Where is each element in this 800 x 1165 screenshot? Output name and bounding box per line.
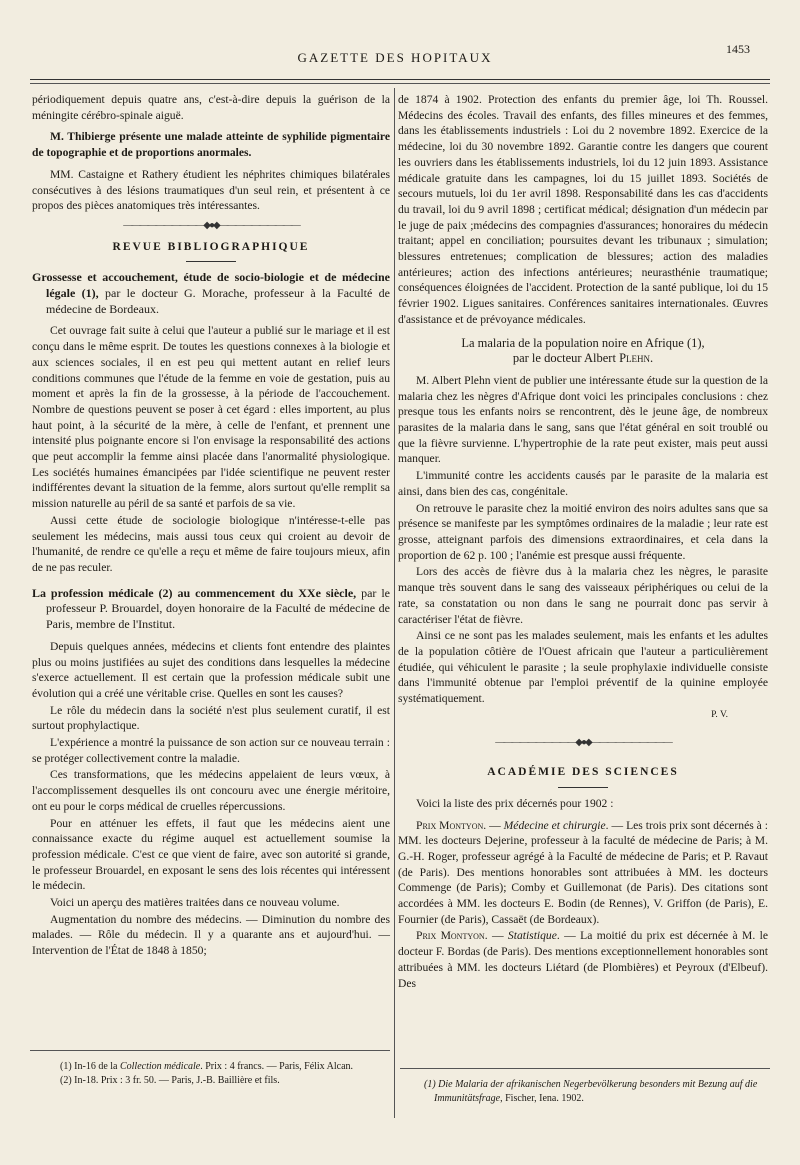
footnote: (1) Die Malaria der afrikanischen Negerbevölkerung besonders mit Bezung auf die Immunitätsfrage, Fischer, Iena. 1902. — [424, 1079, 758, 1104]
header-rule — [30, 79, 770, 80]
short-rule — [558, 787, 608, 788]
review-author: par le professeur P. Brouardel, doyen honoraire de la Faculté de médecine de Paris, membre de l'Institut. — [46, 585, 390, 632]
paragraph: L'expérience a montré la puissance de son action sur ce nouveau terrain : se protéger collectivement contre la maladie. — [32, 736, 390, 765]
page-header — [30, 40, 760, 80]
review-title: La profession médicale (2) au commencement du XXe siècle, — [32, 585, 357, 600]
review-author: par le docteur Albert Plehn. — [512, 351, 654, 366]
paragraph: MM. Castaigne et Rathery étudient les néphrites chimiques bilatérales consécutives à des lésions traumatiques d'un seul rein, et présentent à ce propos des pièces anatomiques très intéressantes. — [32, 167, 390, 213]
paragraph: Pour en atténuer les effets, il faut que les médecins aient une connaissance exacte du régime auquel est actuellement soumise la profession médicale. C'est ce que vient de faire, avec son autorité si grande, le professeur Brouardel, en exposant le sens des lois récentes qui intéressent le médecin. — [32, 816, 390, 893]
paragraph: Cet ouvrage fait suite à celui que l'auteur a publié sur le mariage et il est conçu dans le même esprit. De toutes les questions connexes à la biologie et aux sciences sociales, il en est peu qui mettent autant en relief leurs conditions communes que l'étude de la femme en voie de gestation, puis au moment et après la fin de la grossesse, à la période de l'accouchement. Nombre de questions peuvent se poser à cet égard : elles importent, au plus haut point, à la sécurité de la mère, à celle de l'enfant, et prennent une intensité plus poignante encore si l'on envisage la responsabilité des actions que peut accomplir la femme ainsi placée dans l'anormalité physiologique. Les sociétés humaines émancipées par l'idée scientifique ne peuvent rester indifférentes devant la situation de la femme, alors surtout qu'elle remplit sa mission naturelle au péril de sa santé et parfois de sa vie. — [32, 324, 390, 511]
header-rule-thin — [30, 83, 770, 84]
footnote-rule — [30, 1050, 390, 1051]
review-heading — [398, 336, 768, 367]
short-rule — [186, 261, 236, 262]
footnotes-right — [424, 1078, 772, 1106]
ornament-divider: ——————————◆●◆—————————— — [495, 737, 671, 749]
footnote-rule — [400, 1068, 770, 1069]
footnote: (2) In-18. Prix : 3 fr. 50. — Paris, J.-B. Baillière et fils. — [60, 1075, 280, 1086]
paragraph: Voici la liste des prix décernés pour 1902 : — [416, 796, 614, 810]
footnote: (1) In-16 de la Collection médicale. Prix : 4 francs. — Paris, Félix Alcan. — [60, 1061, 354, 1072]
paragraph: Le rôle du médecin dans la société n'est plus seulement curatif, il est surtout prophylactique. — [32, 703, 390, 733]
review-heading — [32, 270, 390, 317]
prize-paragraph: Prix Montyon. — Statistique. — La moitié du prix est décernée à M. le docteur F. Bordas (de Paris). Des mentions exceptionnellement honorables sont attribuées à MM. les docteurs Liétard (de Plombières) et Peyroux (d'Elbeuf). Des — [398, 929, 768, 990]
page-number: 1453 — [726, 42, 750, 56]
review-title: Grossesse et accouchement, étude de socio-biologie et de médecine légale (1), — [32, 270, 390, 301]
paragraph: de 1874 à 1902. Protection des enfants du premier âge, loi Th. Roussel. Médecins des écoles. Travail des enfants, des filles mineures et des femmes, dans les établissements industriels : Loi du 2 novembre 1892. Exercice de la médecine, loi du 30 novembre 1892. Garantie contre les dangers que courent les ouvriers dans les établissements industriels, loi du 12 juin 1893. Assistance médicale gratuite dans les campagnes, loi du 15 juillet 1893. Sociétés de secours mutuels, loi du 1er avril 1898. Responsabilité dans les cas d'accidents du travail, loi du 9 avril 1898 ; certificat médical; désignation d'un médecin par le juge de paix ;médecins des compagnies d'assurances; honoraires du médecin traitant; appel en conciliation; poursuites devant les tribunaux ; simulation; blessures entretenues; complication de blessures; action des maladies antérieures; action des infections antérieures; neurasthénie traumatique; conséquences éloignées de l'accident. Protection de la santé publique, loi du 15 février 1902. Ligues sanitaires. Conférences sanitaires internationales. Œuvres d'assistance et de prévoyance médicales. — [398, 93, 768, 326]
review-title: La malaria de la population noire en Afrique (1), — [461, 335, 705, 350]
section-title: REVUE BIBLIOGRAPHIQUE — [112, 240, 310, 253]
paragraph: Aussi cette étude de sociologie biologique n'intéresse-t-elle pas seulement les médecins, mais aussi tous ceux qui croient au devoir de l'humanité, de rendre ce qu'elle a reçu et même de faire toujours mieux, afin de ne pas reculer. — [32, 513, 390, 574]
paragraph: Voici un aperçu des matières traitées dans ce nouveau volume. — [50, 896, 340, 910]
right-column — [398, 92, 768, 992]
author-initials: P. V. — [711, 709, 728, 720]
column-separator — [394, 88, 395, 1118]
paragraph: Ces transformations, que les médecins appelaient de leurs vœux, à l'accomplissement desquelles ils ont concouru avec une énergie méritoire, ont eu pour le corps médical de cruelles répercussions. — [32, 768, 390, 813]
paragraph: On retrouve le parasite chez la moitié environ des noirs adultes sans que sa présence se manifeste par les symptômes ordinaires de la maladie ; leur rate est grosse, atteignant parfois des dimensions extraordinaires, et cela dans la proportion de 62 p. 100 ; l'anémie est presque aussi fréquente. — [398, 501, 768, 562]
review-author: par le docteur G. Morache, professeur à la Faculté de médecine de Bordeaux. — [46, 286, 391, 316]
footnotes-left — [60, 1060, 380, 1088]
paragraph: Augmentation du nombre des médecins. — Diminution du nombre des malades. — Rôle du médecin. Il y a quarante ans et aujourd'hui. — Intervention de l'État de 1848 à 1850; — [32, 912, 390, 958]
ornament-divider: ——————————◆●◆—————————— — [123, 219, 299, 231]
review-heading — [32, 586, 390, 633]
paragraph: périodiquement depuis quatre ans, c'est-à-dire depuis la guérison de la méningite cérébro-spinale aiguë. — [32, 93, 390, 122]
prize-paragraph: Prix Montyon. — Médecine et chirurgie. — Les trois prix sont décernés à : MM. les docteurs Dejerine, professeur à la faculté de médecine de Paris; à M. G.-H. Roger, professeur agrégé à la Faculté de médecine de Paris; et P. Ravaut (de Paris). Des mentions honorables sont attribuées à MM. les docteurs Commenge (de Paris); Comby et Guillemonat (de Paris). Des citations sont accordées à MM. les docteurs E. Bodin (de Rennes), V. Griffon (de Paris), E. Fournier (de Paris), Cassaët (de Bordeaux). — [398, 818, 768, 926]
journal-title: GAZETTE DES HOPITAUX — [297, 50, 493, 65]
paragraph: M. Albert Plehn vient de publier une intéressante étude sur la question de la malaria chez les nègres d'Afrique dont voici les principales conclusions : chez presque tous les enfants noirs se rencontrent, dès le jeune âge, de nombreux parasites de la malaria dans le sang, sans que l'état général en soit troublé ou que la fièvre survienne. L'hypertrophie de la rate peut exister, mais peut aussi manquer. — [398, 373, 768, 466]
paragraph: M. Thibierge présente une malade atteinte de syphilide pigmentaire de topographie et de proportions anormales. — [32, 130, 390, 160]
paragraph: Depuis quelques années, médecins et clients font entendre des plaintes plus ou moins justifiées au sujet des conditions dans lesquelles la médecine s'exerce actuellement. Il est certain que la profession médicale subit une évolution qui a créé une véritable crise. Quelles en sont les causes? — [32, 639, 390, 700]
paragraph: L'immunité contre les accidents causés par le parasite de la malaria est ainsi, dans bien des cas, congénitale. — [398, 469, 768, 498]
paragraph: Lors des accès de fièvre dus à la malaria chez les nègres, le parasite manque très souvent dans le sang des vaisseaux périphériques ou celui de la rate, sa constatation ou non dans le sang ne pourrait donc pas servir à caractériser l'état de fièvre. — [398, 565, 768, 626]
left-column — [32, 92, 390, 960]
section-title: ACADÉMIE DES SCIENCES — [487, 766, 679, 779]
paragraph: Ainsi ce ne sont pas les malades seulement, mais les enfants et les adultes de la population côtière de l'Ouest africain que l'auteur a particulièrement étudiée, qui véhiculent le parasite ; la seule prophylaxie individuelle consiste dans l'immunité obtenue par l'emploi préventif de la quinine employée systématiquement. — [398, 629, 768, 706]
